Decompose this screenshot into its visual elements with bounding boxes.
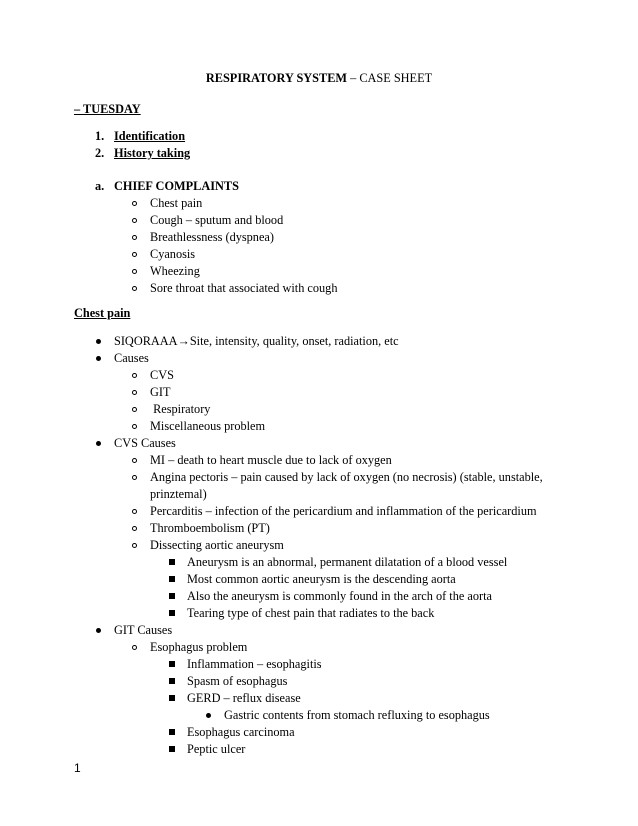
chest-pain-heading: Chest pain	[74, 306, 131, 320]
circle-bullet-icon	[132, 252, 137, 257]
page-number: 1	[74, 761, 81, 775]
cvs-item: Dissecting aortic aneurysm	[150, 538, 284, 552]
esophagus-item: Inflammation – esophagitis	[187, 657, 322, 671]
circle-bullet-icon	[132, 424, 137, 429]
circle-bullet-icon	[132, 218, 137, 223]
git-causes-label: GIT Causes	[114, 623, 173, 637]
numbered-1-num: 1.	[95, 129, 105, 143]
circle-bullet-icon	[132, 509, 137, 514]
cvs-item-continued: prinztemal)	[150, 487, 207, 501]
title-bold: RESPIRATORY SYSTEM	[205, 71, 348, 85]
disc-bullet-icon	[96, 628, 101, 633]
disc-bullet-icon	[96, 441, 101, 446]
circle-bullet-icon	[132, 407, 137, 412]
cause-item: Respiratory	[150, 402, 211, 416]
circle-bullet-icon	[132, 475, 137, 480]
chief-item: Sore throat that associated with cough	[150, 281, 338, 295]
cause-item: CVS	[150, 368, 174, 382]
aneurysm-item: Also the aneurysm is commonly found in the arch of the aorta	[187, 589, 492, 603]
cause-item: GIT	[150, 385, 171, 399]
title-rest: – CASE SHEET	[347, 71, 433, 85]
esophagus-item: Esophagus carcinoma	[187, 725, 295, 739]
circle-bullet-icon	[132, 269, 137, 274]
aneurysm-item: Aneurysm is an abnormal, permanent dilatation of a blood vessel	[187, 555, 508, 569]
square-bullet-icon	[169, 593, 175, 599]
cvs-causes-label: CVS Causes	[114, 436, 176, 450]
aneurysm-item: Most common aortic aneurysm is the descending aorta	[187, 572, 456, 586]
circle-bullet-icon	[132, 201, 137, 206]
siqoraaa-term: SIQORAAA	[114, 334, 178, 348]
circle-bullet-icon	[132, 286, 137, 291]
circle-bullet-icon	[132, 235, 137, 240]
chief-item: Cough – sputum and blood	[150, 213, 284, 227]
numbered-2-num: 2.	[95, 146, 105, 160]
esophagus-item: Peptic ulcer	[187, 742, 246, 756]
circle-bullet-icon	[132, 645, 137, 650]
cvs-item: Thromboembolism (PT)	[150, 521, 270, 535]
siqoraaa-line	[114, 333, 399, 350]
square-bullet-icon	[169, 559, 175, 565]
square-bullet-icon	[169, 610, 175, 616]
cvs-item: Angina pectoris – pain caused by lack of oxygen (no necrosis) (stable, unstable,	[150, 470, 543, 484]
square-bullet-icon	[169, 678, 175, 684]
disc-bullet-icon	[96, 339, 101, 344]
numbered-2-text: History taking	[114, 146, 191, 160]
square-bullet-icon	[169, 746, 175, 752]
aneurysm-item: Tearing type of chest pain that radiates to the back	[187, 606, 435, 620]
chief-letter: a.	[95, 179, 105, 193]
esophagus-item: Spasm of esophagus	[187, 674, 288, 688]
circle-bullet-icon	[132, 390, 137, 395]
chief-item: Wheezing	[150, 264, 200, 278]
day-heading: – TUESDAY	[74, 102, 141, 116]
circle-bullet-icon	[132, 526, 137, 531]
square-bullet-icon	[169, 661, 175, 667]
circle-bullet-icon	[132, 373, 137, 378]
arrow-icon: →	[177, 334, 190, 348]
esophagus-label: Esophagus problem	[150, 640, 248, 654]
circle-bullet-icon	[132, 458, 137, 463]
square-bullet-icon	[169, 576, 175, 582]
causes-label: Causes	[114, 351, 149, 365]
chief-item: Chest pain	[150, 196, 203, 210]
numbered-1-text: Identification	[114, 129, 186, 143]
circle-bullet-icon	[132, 543, 137, 548]
square-bullet-icon	[169, 729, 175, 735]
cause-item: Miscellaneous problem	[150, 419, 266, 433]
chief-heading: CHIEF COMPLAINTS	[114, 179, 239, 193]
siqoraaa-meaning: Site, intensity, quality, onset, radiation, etc	[189, 334, 399, 348]
chief-item: Cyanosis	[150, 247, 196, 261]
disc-bullet-icon	[206, 713, 211, 718]
gerd-detail: Gastric contents from stomach refluxing to esophagus	[224, 708, 490, 722]
page-title	[0, 70, 638, 87]
chief-item: Breathlessness (dyspnea)	[150, 230, 274, 244]
square-bullet-icon	[169, 695, 175, 701]
cvs-item: MI – death to heart muscle due to lack of oxygen	[150, 453, 392, 467]
esophagus-item: GERD – reflux disease	[187, 691, 301, 705]
cvs-item: Percarditis – infection of the pericardium and inflammation of the pericardium	[150, 504, 537, 518]
disc-bullet-icon	[96, 356, 101, 361]
